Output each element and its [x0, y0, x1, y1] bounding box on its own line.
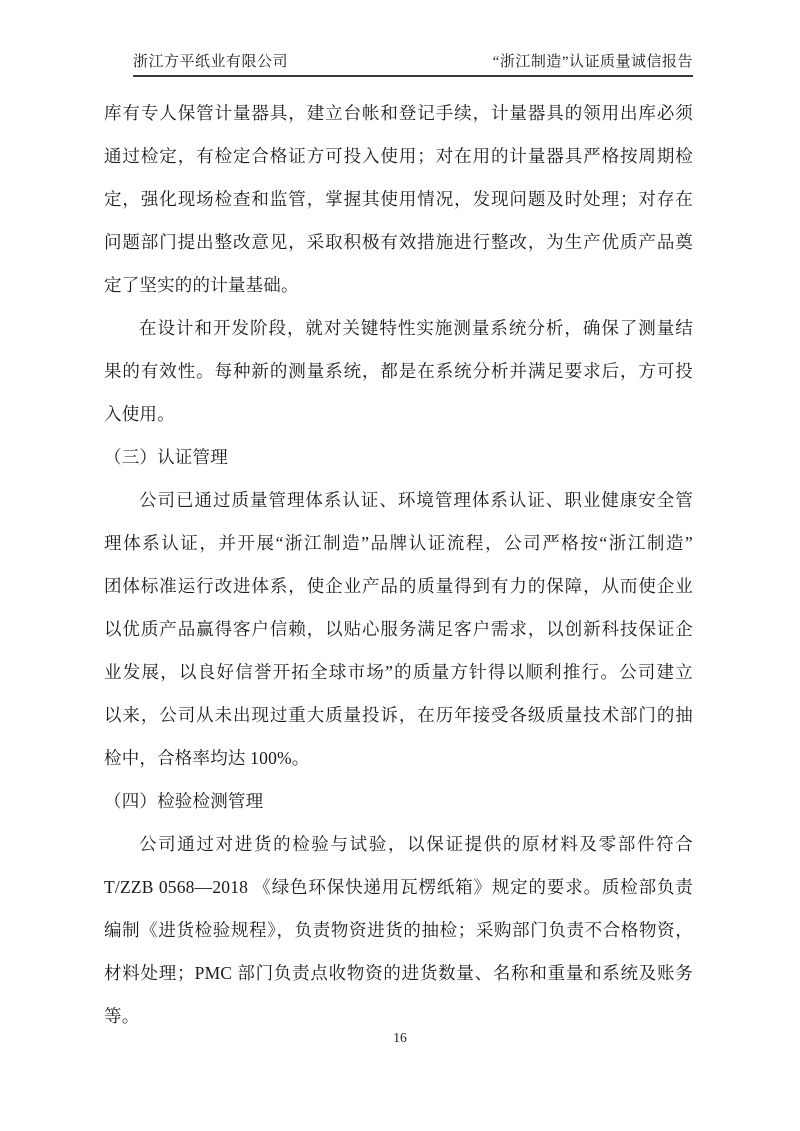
text-line: 以来，公司从未出现过重大质量投诉，在历年接受各级质量技术部门的抽 [104, 705, 693, 725]
text-line: 问题部门提出整改意见，采取积极有效措施进行整改，为生产优质产品奠 [104, 232, 693, 252]
text-line: 业发展，以良好信誉开拓全球市场”的质量方针得以顺利推行。公司建立 [104, 662, 693, 682]
text-line: T/ZZB 0568—2018 《绿色环保快递用瓦楞纸箱》规定的要求。质检部负责 [104, 877, 693, 897]
document-body [104, 92, 693, 1038]
text-line: 检中，合格率均达 100%。 [104, 748, 310, 768]
text-line: 定，强化现场检查和监管，掌握其使用情况，发现问题及时处理；对存在 [104, 189, 693, 209]
text-line: 公司已通过质量管理体系认证、环境管理体系认证、职业健康安全管 [139, 490, 693, 510]
section-heading-certification: （三）认证管理 [104, 447, 228, 467]
text-line: 理体系认证，并开展“浙江制造”品牌认证流程，公司严格按“浙江制造” [104, 533, 693, 553]
page-number: 16 [393, 1030, 407, 1045]
text-line: 库有专人保管计量器具，建立台帐和登记手续，计量器具的领用出库必须 [104, 103, 693, 123]
text-line: 等。 [104, 1006, 140, 1026]
page-header [133, 50, 693, 77]
text-line: 公司通过对进货的检验与试验，以保证提供的原材料及零部件符合 [139, 834, 693, 854]
text-line: 在设计和开发阶段，就对关键特性实施测量系统分析，确保了测量结 [139, 318, 693, 338]
text-line: 团体标准运行改进体系，使企业产品的质量得到有力的保障，从而使企业 [104, 576, 693, 596]
header-company-name: 浙江方平纸业有限公司 [133, 54, 289, 70]
header-report-title: “浙江制造”认证质量诚信报告 [492, 54, 693, 70]
section-heading-inspection: （四）检验检测管理 [104, 791, 264, 811]
text-line: 编制《进货检验规程》，负责物资进货的抽检；采购部门负责不合格物资， [104, 920, 693, 940]
text-line: 定了坚实的的计量基础。 [104, 275, 299, 295]
text-line: 通过检定，有检定合格证方可投入使用；对在用的计量器具严格按周期检 [104, 146, 693, 166]
text-line: 入使用。 [104, 404, 175, 424]
text-line: 以优质产品赢得客户信赖，以贴心服务满足客户需求，以创新科技保证企 [104, 619, 693, 639]
text-line: 果的有效性。每种新的测量系统，都是在系统分析并满足要求后，方可投 [104, 361, 693, 381]
text-line: 材料处理；PMC 部门负责点收物资的进货数量、名称和重量和系统及账务 [104, 963, 693, 983]
